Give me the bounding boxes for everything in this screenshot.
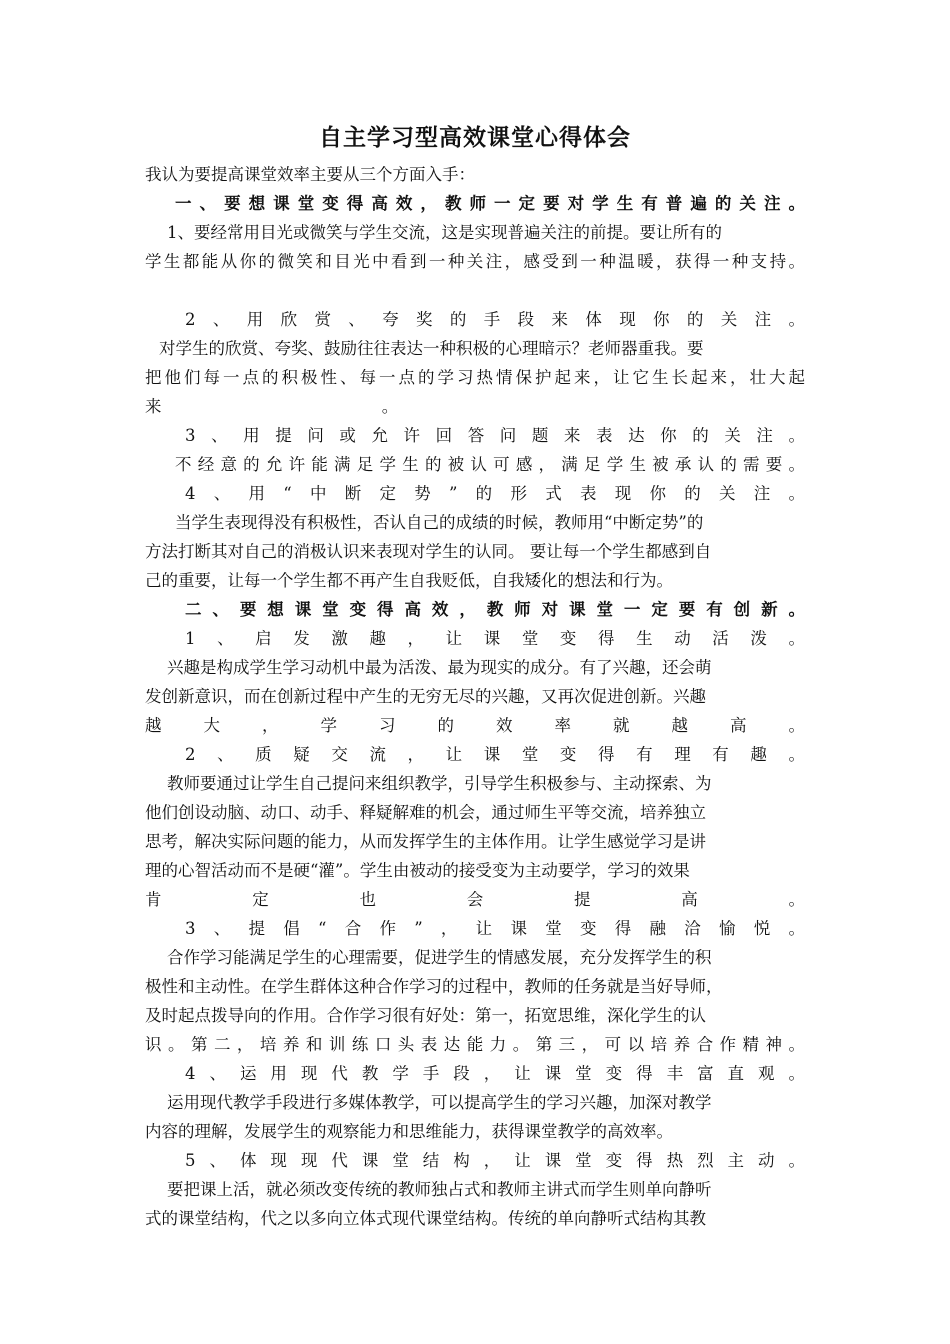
paragraph-line: 要把课上活，就必须改变传统的教师独占式和教师主讲式而学生则单向静听: [167, 1180, 712, 1199]
paragraph-line: 发创新意识，而在创新过程中产生的无穷无尽的兴趣，又再次促进创新。兴趣: [145, 687, 706, 706]
paragraph-line: 来 。: [145, 397, 399, 416]
paragraph-line: 1、要经常用目光或微笑与学生交流，这是实现普遍关注的前提。要让所有的: [167, 223, 722, 242]
document-title: 自主学习型高效课堂心得体会: [319, 124, 631, 151]
paragraph-line: 合作学习能满足学生的心理需要，促进学生的情感发展，充分发挥学生的积: [167, 948, 712, 967]
paragraph-line: 当学生表现得没有积极性，否认自己的成绩的时候，教师用“中断定势”的: [175, 513, 704, 532]
paragraph-line: 识。第二，培养和训练口头表达能力。第三，可以培养合作精神。: [145, 1035, 805, 1054]
paragraph-line: 思考，解决实际问题的能力，从而发挥学生的主体作用。让学生感觉学习是讲: [145, 832, 706, 851]
section-heading-2: 二、要想课堂变得高效，教师对课堂一定要有创新。: [185, 600, 805, 619]
paragraph-line: 方法打断其对自己的消极认识来表现对学生的认同。 要让每一个学生都感到自: [145, 542, 712, 561]
paragraph-line: 不经意的允许能满足学生的被认可感，满足学生被承认的需要。: [175, 455, 805, 474]
subheading-line: 1、启发激趣，让课堂变得生动活泼。: [185, 629, 805, 648]
paragraph-line: 把他们每一点的积极性、每一点的学习热情保护起来，让它生长起来，壮大起: [145, 368, 805, 387]
subheading-line: 5、体现现代课堂结构，让课堂变得热烈主动。: [185, 1151, 805, 1170]
blank-line: [145, 276, 805, 305]
section-heading-1: 一、要想课堂变得高效，教师一定要对学生有普遍的关注。: [175, 194, 805, 213]
paragraph-line: 教师要通过让学生自己提问来组织教学，引导学生积极参与、主动探索、为: [167, 774, 712, 793]
subheading-line: 3、用提问或允许回答问题来表达你的关注。: [185, 426, 805, 445]
paragraph-line: 内容的理解，发展学生的观察能力和思维能力，获得课堂教学的高效率。: [145, 1122, 673, 1141]
paragraph-line: 学生都能从你的微笑和目光中看到一种关注，感受到一种温暖，获得一种支持。: [145, 252, 805, 271]
paragraph-line: 肯定也会提高。: [145, 890, 805, 909]
paragraph-line: 他们创设动脑、动口、动手、释疑解难的机会，通过师生平等交流，培养独立: [145, 803, 706, 822]
paragraph-line: 理的心智活动而不是硬“灌”。学生由被动的接受变为主动要学，学习的效果: [145, 861, 690, 880]
subheading-line: 4、用“中断定势”的形式表现你的关注。: [185, 484, 805, 503]
subheading-line: 4、运用现代教学手段，让课堂变得丰富直观。: [185, 1064, 805, 1083]
document-page: [145, 120, 805, 1233]
paragraph-line: 兴趣是构成学生学习动机中最为活泼、最为现实的成分。有了兴趣，还会萌: [167, 658, 712, 677]
paragraph-line: 及时起点拨导向的作用。合作学习很有好处：第一，拓宽思维，深化学生的认: [145, 1006, 706, 1025]
subheading-line: 2、质疑交流，让课堂变得有理有趣。: [185, 745, 805, 764]
subheading-line: 2、用欣赏、夸奖的手段来体现你的关注。: [185, 310, 805, 329]
paragraph-line: 己的重要，让每一个学生都不再产生自我贬低，自我矮化的想法和行为。: [145, 571, 673, 590]
paragraph-line: 越大，学习的效率就越高。: [145, 716, 805, 735]
subheading-line: 3、提倡“合作”，让课堂变得融洽愉悦。: [185, 919, 805, 938]
paragraph-line: 运用现代教学手段进行多媒体教学，可以提高学生的学习兴趣，加深对教学: [167, 1093, 712, 1112]
paragraph-line: 极性和主动性。在学生群体这种合作学习的过程中，教师的任务就是当好导师，: [145, 977, 723, 996]
paragraph-line: 对学生的欣赏、夸奖、鼓励往往表达一种积极的心理暗示？老师器重我。要: [159, 339, 704, 358]
paragraph-line: 式的课堂结构，代之以多向立体式现代课堂结构。传统的单向静听式结构其教: [145, 1209, 706, 1228]
intro-line: 我认为要提高课堂效率主要从三个方面入手：: [145, 165, 475, 184]
